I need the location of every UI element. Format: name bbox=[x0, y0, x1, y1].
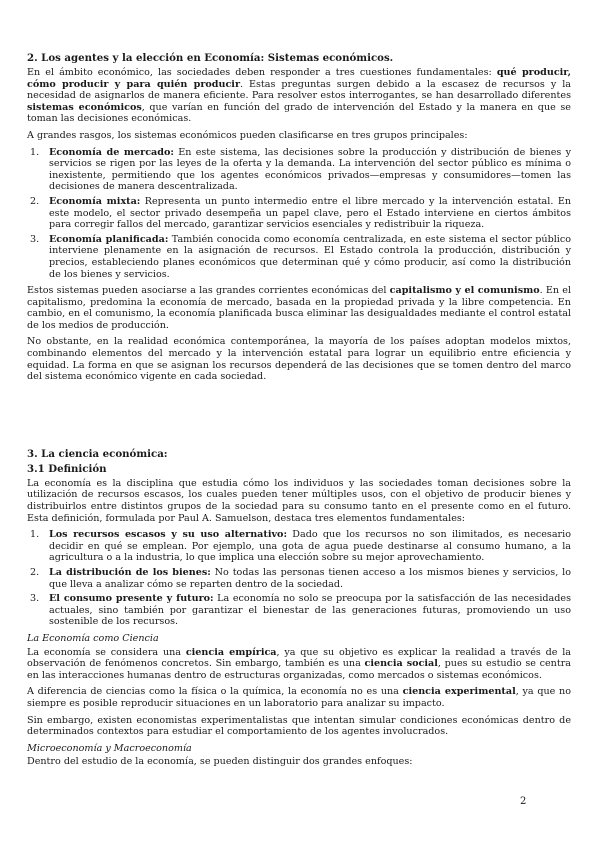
bold-run: capitalismo y el comunismo bbox=[389, 285, 540, 297]
bold-run: ciencia experimental bbox=[402, 686, 516, 698]
section-3-paragraph-4: Sin embargo, existen economistas experimentalistas que intentan simular condiciones económicas dentro de determinados contextos para estudiar el comportamiento de los agentes involucrados. bbox=[27, 714, 571, 738]
list-term: Economía mixta: bbox=[49, 195, 141, 207]
list-item bbox=[27, 593, 571, 628]
text-run: A diferencia de ciencias como la física o la química, la economía no es una bbox=[27, 686, 403, 698]
section-3-paragraph-3 bbox=[27, 686, 571, 709]
list-item bbox=[27, 234, 571, 280]
list-number: 1. bbox=[30, 146, 40, 158]
list-item bbox=[27, 147, 571, 193]
list-number: 2. bbox=[30, 567, 40, 578]
text-run: En el ámbito económico, las sociedades deben responder a tres cuestiones fundamentales: bbox=[27, 67, 497, 78]
section-2-paragraph-3 bbox=[27, 285, 571, 331]
section-3-1-heading: 3.1 Definición bbox=[27, 462, 107, 475]
list-term: Economía planificada: bbox=[49, 233, 169, 245]
list-text: La economía no solo se preocupa por la satisfacción de las necesidades actuales, sino también por garantizar el bienestar de las generaciones futuras, promoviendo un uso sostenible de los recursos. bbox=[49, 593, 571, 628]
list-text: También conocida como economía centralizada, en este sistema el sector público interviene plenamente en la asignación de recursos. El Estado controla la producción, distribución y precios, estableciendo planes económicos que determinan qué y cómo producir, así como la distribución de los bienes y servicios. bbox=[49, 233, 571, 280]
text-run: , ya que no siempre es posible reproducir situaciones en un laboratorio para analizar su impacto. bbox=[27, 686, 571, 709]
section-3-paragraph-1: La economía es la disciplina que estudia cómo los individuos y las sociedades toman decisiones sobre la utilización de recursos escasos, los cuales pueden tener múltiples usos, con el objetivo de producir bienes y distribuirlos entre distintos grupos de la sociedad para su consumo tanto en el presente como en el futuro. Esta definición, formulada por Paul A. Samuelson, destaca tres elementos fundamentales: bbox=[27, 477, 571, 524]
list-number: 3. bbox=[30, 593, 40, 605]
bold-run: qué producir, cómo producir y para quién producir bbox=[27, 67, 572, 90]
list-text: Dado que los recursos no son ilimitados, es necesario decidir en qué se emplean. Por ejemplo, una gota de agua puede destinarse al consumo humano, a la agricultura o a la industria, lo que implica una elección sobre su mejor aprovechamiento. bbox=[49, 529, 571, 564]
subheading-economia-ciencia: La Economía como Ciencia bbox=[27, 632, 159, 644]
text-run: . Estas preguntas surgen debido a la escasez de recursos y la necesidad de asignarlos de manera eficiente. Para resolver estos interrogantes, se han desarrollado diferentes bbox=[27, 78, 571, 102]
list-item bbox=[27, 529, 571, 564]
section-2-paragraph-2: A grandes rasgos, los sistemas económicos pueden clasificarse en tres grupos principales: bbox=[27, 129, 468, 141]
list-item bbox=[27, 196, 571, 231]
page-number: 2 bbox=[520, 796, 527, 807]
section-2-paragraph-1 bbox=[27, 67, 571, 125]
section-3-paragraph-5: Dentro del estudio de la economía, se pueden distinguir dos grandes enfoques: bbox=[27, 756, 413, 768]
subheading-micro-macro: Microeconomía y Macroeconomía bbox=[27, 742, 192, 754]
list-term: Los recursos escasos y su uso alternativo: bbox=[49, 529, 287, 541]
list-term: La distribución de los bienes: bbox=[49, 567, 211, 578]
list-number: 1. bbox=[30, 529, 40, 541]
section-gap bbox=[27, 388, 571, 448]
list-item bbox=[27, 567, 571, 590]
text-run: , que varían en función del grado de intervención del Estado y la manera en que se toman las decisiones económicas. bbox=[27, 101, 571, 125]
bold-run: ciencia empírica bbox=[185, 646, 277, 658]
list-term: El consumo presente y futuro: bbox=[49, 593, 214, 605]
list-number: 2. bbox=[30, 195, 40, 207]
section-2-paragraph-4: No obstante, en la realidad económica contemporánea, la mayoría de los países adoptan modelos mixtos, combinando elementos del mercado y la intervención estatal para lograr un equilibrio entre eficiencia y equidad. La forma en que se asignan los recursos dependerá de las decisiones que se tomen dentro del marco del sistema económico vigente en cada sociedad. bbox=[27, 336, 571, 383]
list-text: Representa un punto intermedio entre el libre mercado y la intervención estatal. En este modelo, el sector privado desempeña un papel clave, pero el Estado interviene en ciertos ámbitos para corregir fallos del mercado, garantizar servicios esenciales y redistribuir la riqueza. bbox=[49, 195, 571, 231]
list-term: Economía de mercado: bbox=[49, 146, 174, 158]
list-text: No todas las personas tienen acceso a los mismos bienes y servicios, lo que lleva a analizar cómo se reparten dentro de la sociedad. bbox=[49, 567, 571, 590]
section-2-heading: 2. Los agentes y la elección en Economía: Sistemas económicos. bbox=[27, 52, 394, 64]
bold-run: sistemas económicos bbox=[27, 101, 142, 113]
section-3-heading: 3. La ciencia económica: bbox=[27, 447, 168, 460]
list-number: 3. bbox=[30, 233, 40, 245]
text-run: La economía se considera una bbox=[27, 646, 186, 658]
text-run: Estos sistemas pueden asociarse a las grandes corrientes económicas del bbox=[27, 285, 390, 297]
section-3-paragraph-2 bbox=[27, 647, 571, 682]
text-run: , pues su estudio se centra en las interacciones humanas dentro de estructuras organizadas, como mercados o sistemas económicos. bbox=[27, 658, 572, 681]
economic-systems-list bbox=[27, 147, 571, 281]
elements-list bbox=[27, 529, 571, 628]
text-run: . En el capitalismo, predomina la economía de mercado, basada en la propiedad privada y la libre competencia. En cambio, en el comunismo, la economía planificada busca eliminar las desigualdades mediante el control estatal de los medios de producción. bbox=[27, 285, 572, 331]
bold-run: ciencia social bbox=[364, 658, 438, 670]
page-content bbox=[27, 52, 571, 773]
text-run: , ya que su objetivo es explicar la realidad a través de la observación de fenómenos concretos. Sin embargo, también es una bbox=[27, 646, 571, 670]
list-text: En este sistema, las decisiones sobre la producción y distribución de bienes y servicios se rigen por las leyes de la oferta y la demanda. La intervención del sector público es mínima o inexistente, permitiendo que los agentes económicos privados—empresas y consumidores—tomen las decisiones de manera descentralizada. bbox=[49, 146, 572, 193]
